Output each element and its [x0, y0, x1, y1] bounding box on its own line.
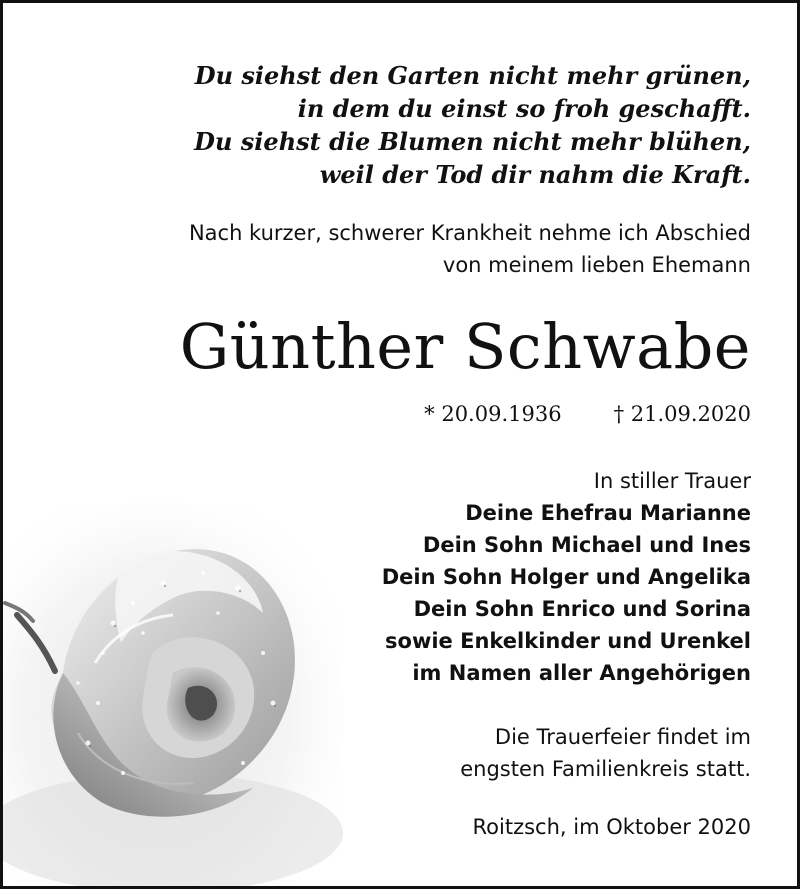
funeral-info: [460, 721, 751, 785]
poem-line: weil der Tod dir nahm die Kraft.: [319, 160, 751, 189]
family-member: Dein Sohn Michael und Ines: [422, 533, 751, 557]
poem-line: in dem du einst so froh geschafft.: [297, 94, 751, 123]
birth-date: * 20.09.1936: [424, 402, 562, 426]
family-member: Dein Sohn Enrico und Sorina: [413, 597, 751, 621]
poem-line: Du siehst die Blumen nicht mehr blühen,: [194, 127, 751, 156]
poem-verse: [194, 59, 751, 191]
family-member: sowie Enkelkinder und Urenkel: [385, 629, 751, 653]
farewell-intro: [189, 217, 751, 281]
intro-line: Nach kurzer, schwerer Krankheit nehme ich Abschied: [188, 221, 751, 245]
life-dates: [424, 399, 751, 429]
funeral-line: Die Trauerfeier findet im: [494, 725, 751, 749]
funeral-line: engsten Familienkreis statt.: [460, 757, 751, 781]
place-date: Roitzsch, im Oktober 2020: [472, 815, 751, 839]
deceased-name: Günther Schwabe: [179, 310, 751, 383]
death-date: † 21.09.2020: [613, 402, 751, 426]
family-member: im Namen aller Angehörigen: [412, 661, 751, 685]
mourners-block: [382, 465, 751, 689]
family-member: Dein Sohn Holger und Angelika: [381, 565, 751, 589]
mourning-intro: In stiller Trauer: [593, 469, 751, 493]
rose-image: [3, 503, 343, 889]
poem-line: Du siehst den Garten nicht mehr grünen,: [194, 61, 751, 90]
intro-line: von meinem lieben Ehemann: [442, 253, 751, 277]
family-member: Deine Ehefrau Marianne: [465, 501, 751, 525]
